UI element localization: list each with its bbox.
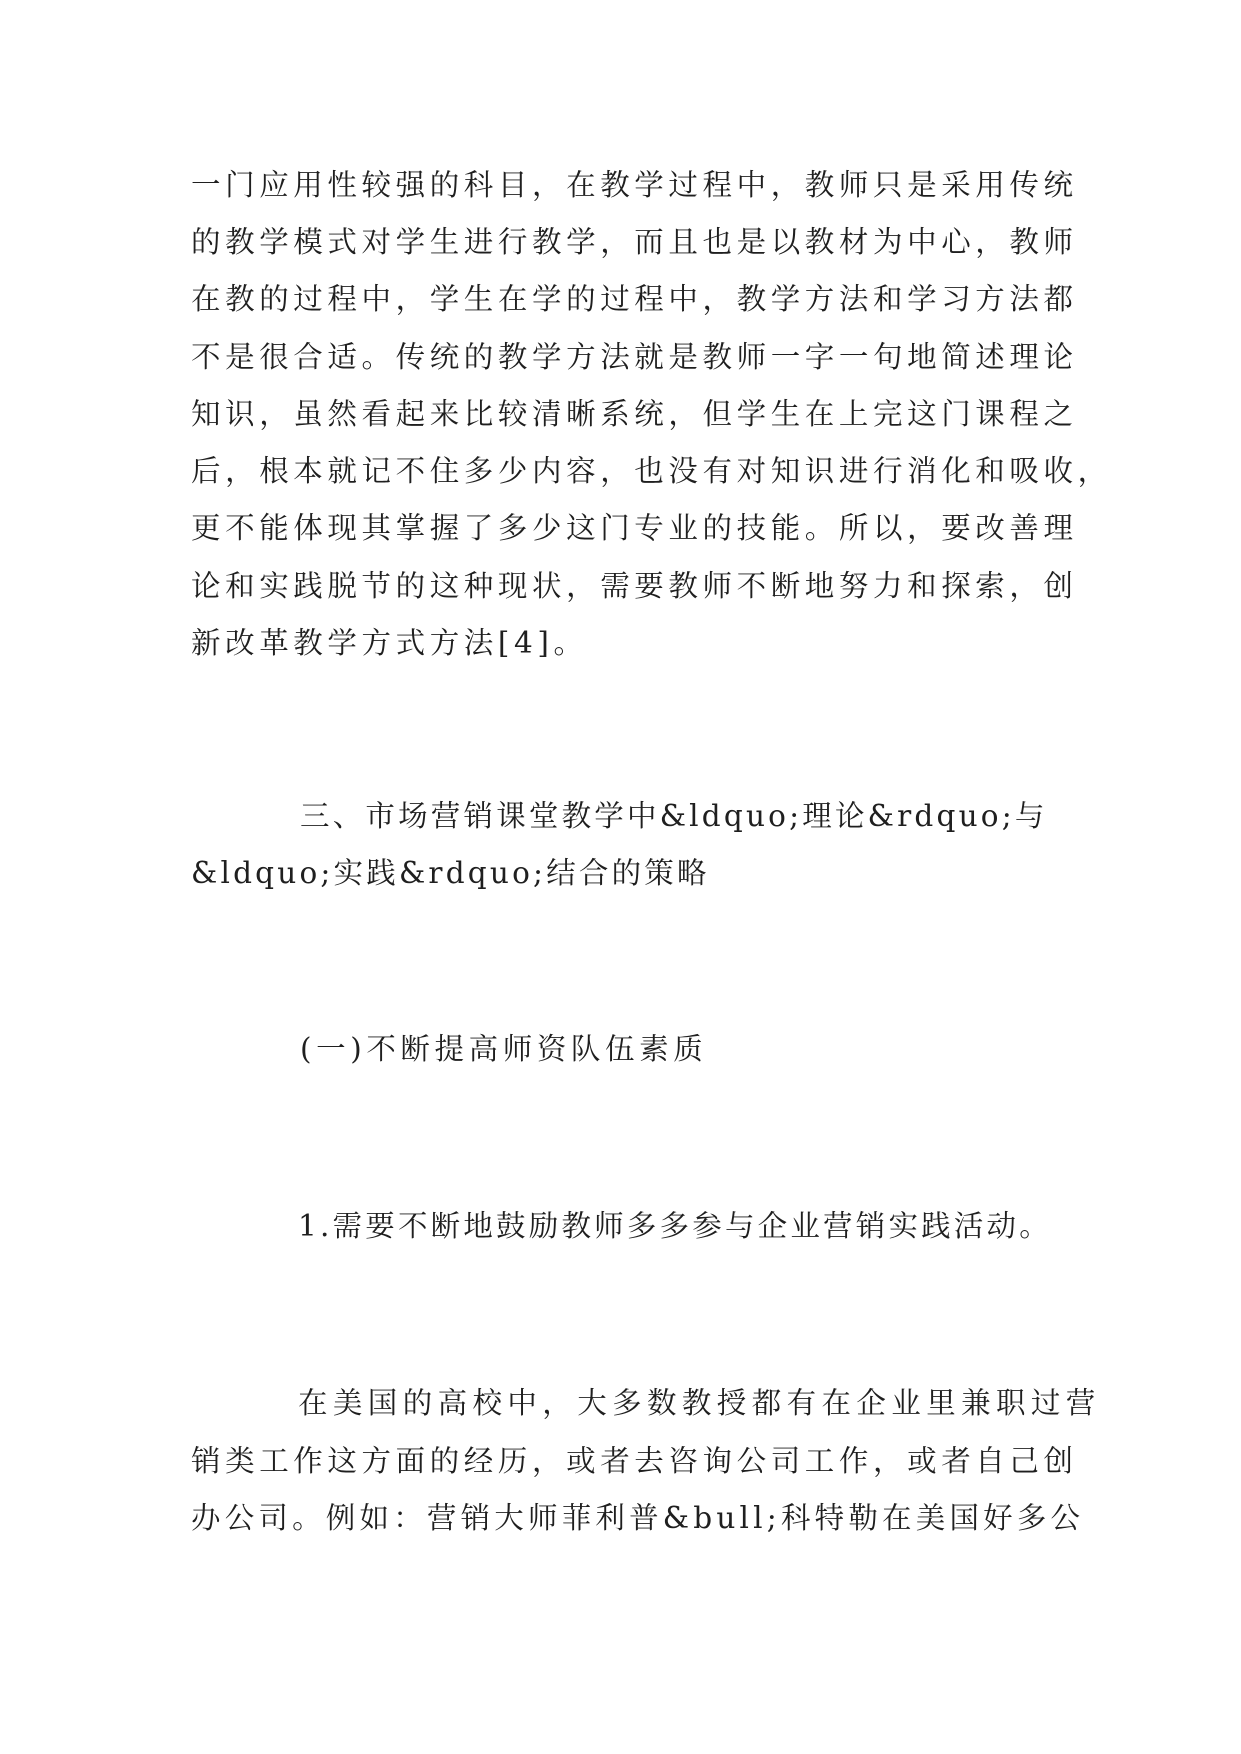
paragraph-line: 在教的过程中，学生在学的过程中，教学方法和学习方法都 — [191, 282, 1078, 316]
list-item: 1.需要不断地鼓励教师多多参与企业营销实践活动。 — [298, 1209, 1052, 1243]
section-heading-line: 三、市场营销课堂教学中&ldquo;理论&rdquo;与 — [300, 799, 1048, 833]
paragraph-line: 更不能体现其掌握了多少这门专业的技能。所以，要改善理 — [191, 511, 1078, 545]
paragraph-line: 后，根本就记不住多少内容，也没有对知识进行消化和吸收， — [191, 454, 1112, 488]
paragraph-line: 知识，虽然看起来比较清晰系统，但学生在上完这门课程之 — [191, 397, 1078, 431]
paragraph-line: 不是很合适。传统的教学方法就是教师一字一句地简述理论 — [191, 340, 1078, 374]
paragraph-line: 一门应用性较强的科目，在教学过程中，教师只是采用传统 — [191, 168, 1078, 202]
paragraph-line: 在美国的高校中，大多数教授都有在企业里兼职过营 — [298, 1386, 1101, 1420]
paragraph-line: 办公司。例如：营销大师菲利普&bull;科特勒在美国好多公 — [191, 1501, 1085, 1535]
paragraph-line: 的教学模式对学生进行教学，而且也是以教材为中心，教师 — [191, 225, 1078, 259]
subheading: (一)不断提高师资队伍素质 — [300, 1032, 708, 1066]
paragraph-line: 销类工作这方面的经历，或者去咨询公司工作，或者自己创 — [191, 1444, 1078, 1478]
section-heading-line: &ldquo;实践&rdquo;结合的策略 — [191, 856, 710, 890]
paragraph-line: 论和实践脱节的这种现状，需要教师不断地努力和探索，创 — [191, 569, 1078, 603]
paragraph-line: 新改革教学方式方法[4]。 — [191, 626, 588, 660]
